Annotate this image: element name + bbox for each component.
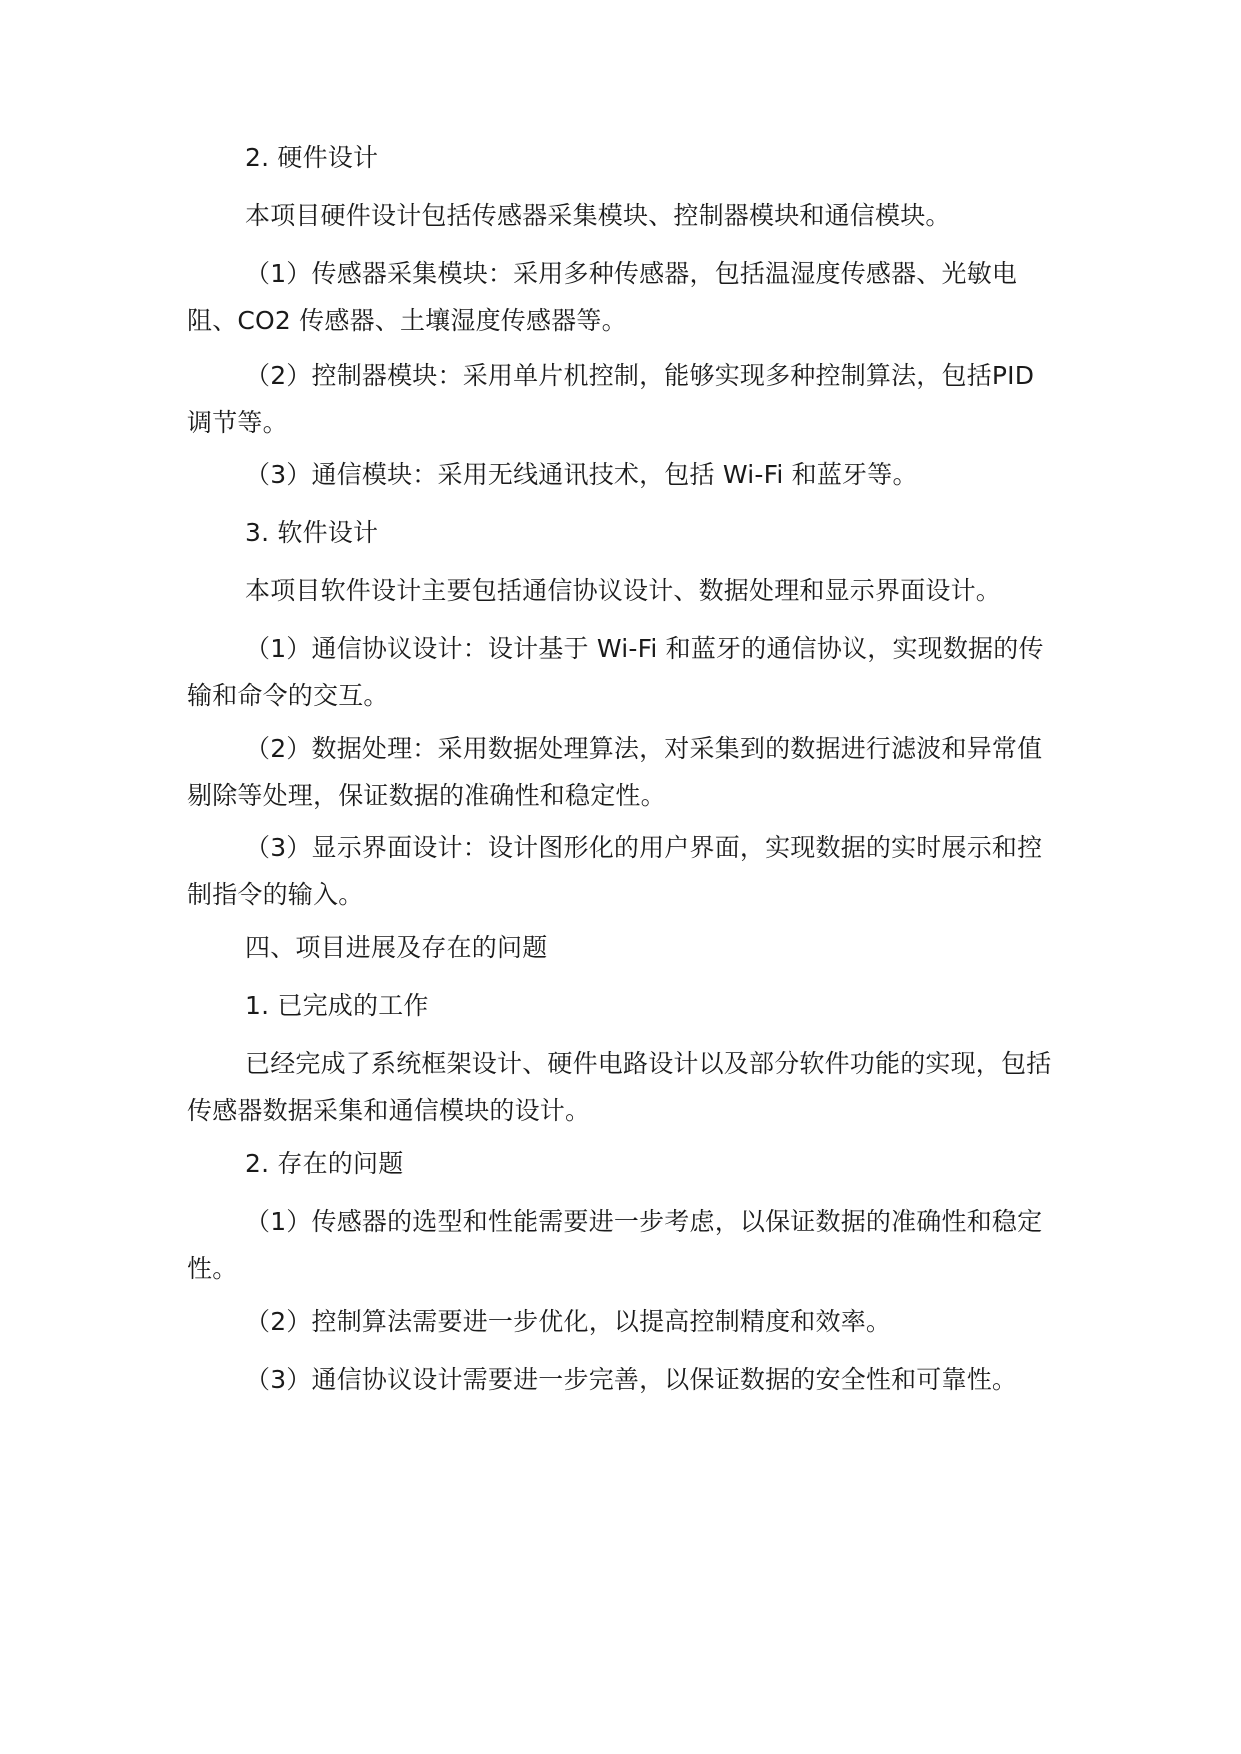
paragraph-sensor-module: （1）传感器采集模块：采用多种传感器，包括温湿度传感器、光敏电阻、CO2 传感器、土壤湿度传感器等。	[187, 259, 1018, 335]
heading-completed-work: 1. 已完成的工作	[245, 991, 429, 1020]
paragraph-issue-control: （2）控制算法需要进一步优化，以提高控制精度和效率。	[245, 1307, 892, 1336]
paragraph-completed-work: 已经完成了系统框架设计、硬件电路设计以及部分软件功能的实现，包括传感器数据采集和通信模块的设计。	[187, 1049, 1052, 1125]
heading-progress-and-issues: 四、项目进展及存在的问题	[245, 933, 548, 962]
paragraph-data-processing: （2）数据处理：采用数据处理算法，对采集到的数据进行滤波和异常值剔除等处理，保证数据的准确性和稳定性。	[187, 734, 1043, 810]
paragraph-software-overview: 本项目软件设计主要包括通信协议设计、数据处理和显示界面设计。	[245, 576, 1002, 605]
paragraph-protocol-design: （1）通信协议设计：设计基于 Wi-Fi 和蓝牙的通信协议，实现数据的传输和命令的交互。	[187, 634, 1044, 710]
paragraph-issue-sensors: （1）传感器的选型和性能需要进一步考虑，以保证数据的准确性和稳定性。	[187, 1207, 1043, 1283]
paragraph-communication-module: （3）通信模块：采用无线通讯技术，包括 Wi-Fi 和蓝牙等。	[245, 460, 918, 489]
paragraph-controller-module: （2）控制器模块：采用单片机控制，能够实现多种控制算法，包括PID 调节等。	[187, 361, 1035, 437]
paragraph-ui-design: （3）显示界面设计：设计图形化的用户界面，实现数据的实时展示和控制指令的输入。	[187, 833, 1043, 909]
heading-existing-issues: 2. 存在的问题	[245, 1149, 404, 1178]
heading-software-design: 3. 软件设计	[245, 518, 379, 547]
heading-hardware-design: 2. 硬件设计	[245, 143, 379, 172]
paragraph-issue-protocol: （3）通信协议设计需要进一步完善，以保证数据的安全性和可靠性。	[245, 1365, 1018, 1394]
paragraph-hardware-overview: 本项目硬件设计包括传感器采集模块、控制器模块和通信模块。	[245, 201, 951, 230]
